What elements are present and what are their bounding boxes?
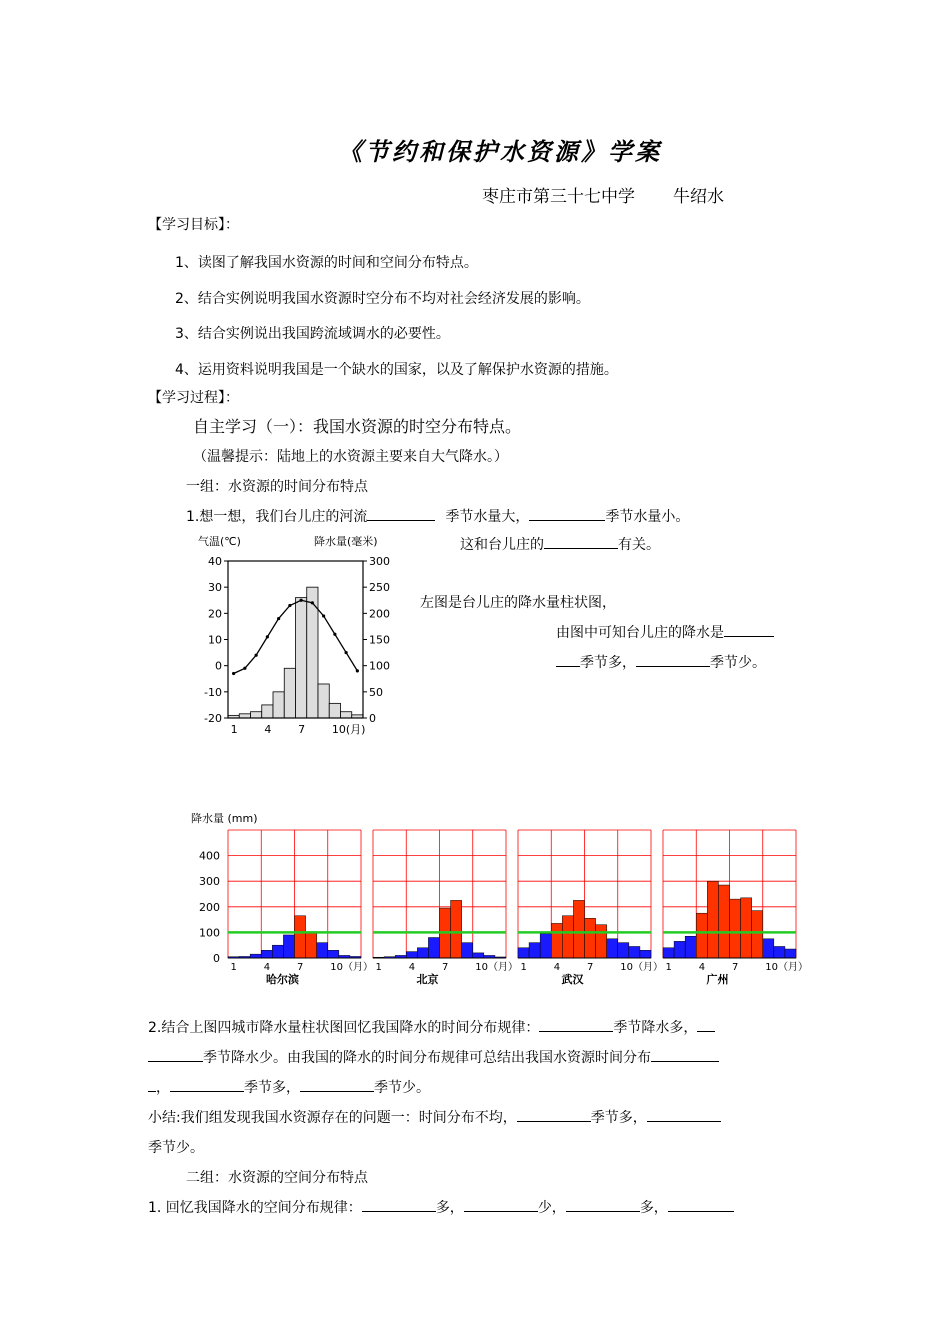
month-tick-label: 1 <box>230 723 238 736</box>
goal-item-1: 1、读图了解我国水资源的时间和空间分布特点。 <box>175 255 478 271</box>
city-precip-bar <box>585 918 596 958</box>
city-precip-bar <box>462 943 473 958</box>
city-precip-bar <box>540 934 551 958</box>
city-precip-bar <box>674 941 685 958</box>
city-precip-bar <box>317 943 328 958</box>
city-precip-bar <box>272 945 283 958</box>
temp-tick-label: 40 <box>208 555 222 568</box>
q2-text-c: 季节降水少。由我国的降水的时间分布规律可总结出我国水资源时间分布 <box>203 1050 651 1066</box>
city-precip-bar <box>473 953 484 958</box>
q2-text-b: 季节降水多， <box>613 1020 698 1036</box>
summary-text-b: 季节多， <box>590 1110 647 1126</box>
city-precip-bar <box>596 925 607 958</box>
city-precip-bar <box>685 936 696 958</box>
city-precip-bar <box>640 950 651 958</box>
goal-item-2: 2、结合实例说明我国水资源时空分布不均对社会经济发展的影响。 <box>175 291 590 307</box>
city-precip-bar <box>696 913 707 958</box>
answer-blank[interactable] <box>148 1047 203 1062</box>
goal-item-4: 4、运用资料说明我国是一个缺水的国家，以及了解保护水资源的措施。 <box>175 362 618 378</box>
q1-text-a: 1.想一想，我们台儿庄的河流 <box>186 509 368 525</box>
precip-bar <box>262 705 273 718</box>
temp-tick-label: 10 <box>208 633 222 647</box>
answer-blank[interactable] <box>697 1017 715 1032</box>
city-y-tick-label: 400 <box>199 849 220 863</box>
city-month-tick-label: 7 <box>587 962 594 973</box>
city-precip-bar <box>328 950 339 958</box>
answer-blank[interactable] <box>556 652 580 667</box>
city-precip-bar <box>250 954 261 958</box>
precip-tick-label: 200 <box>369 607 390 621</box>
s1-text-a: 1. 回忆我国降水的空间分布规律： <box>148 1200 362 1216</box>
precip-tick-label: 150 <box>369 633 390 647</box>
city-name-label: 北京 <box>416 973 439 986</box>
temperature-point <box>277 617 280 620</box>
q2-text-d: ， <box>156 1080 170 1096</box>
city-month-tick-label: 7 <box>732 962 739 973</box>
city-month-tick-label: 1 <box>230 962 237 973</box>
precip-axis-label: 降水量(毫米) <box>314 535 378 548</box>
precip-bar <box>284 668 295 718</box>
city-precip-chart <box>188 808 813 988</box>
city-month-tick-label: 10（月） <box>330 962 374 973</box>
precip-bar <box>251 712 262 718</box>
city-precip-bar <box>406 952 417 958</box>
infer-text-b: 季节多， <box>580 655 636 671</box>
summary-line-2: 季节少。 <box>148 1140 204 1156</box>
answer-blank[interactable] <box>566 1197 640 1212</box>
city-name-label: 广州 <box>706 973 729 986</box>
q2-text-e: 季节多， <box>244 1080 300 1096</box>
temp-tick-label: -10 <box>204 685 222 699</box>
city-precip-bar <box>663 948 674 958</box>
city-y-axis-label: 降水量 (mm) <box>191 812 258 825</box>
precip-tick-label: 50 <box>369 685 383 699</box>
question-1-line <box>186 506 689 526</box>
city-month-tick-label: 10（月） <box>475 962 519 973</box>
temp-tick-label: 0 <box>215 659 222 673</box>
temperature-point <box>288 604 291 607</box>
temperature-point <box>266 635 269 638</box>
answer-blank[interactable] <box>647 1107 721 1122</box>
city-precip-bar <box>417 948 428 958</box>
precip-bar <box>341 712 352 718</box>
city-y-tick-label: 300 <box>199 875 220 889</box>
city-precip-bar <box>730 899 741 958</box>
s1-text-c: 少， <box>537 1200 566 1216</box>
infer-line-2 <box>556 652 766 672</box>
goals-header: 【学习目标】： <box>148 217 239 233</box>
city-precip-bar <box>551 923 562 958</box>
city-month-tick-label: 10（月） <box>620 962 664 973</box>
city-month-tick-label: 4 <box>698 962 706 973</box>
temperature-point <box>311 601 314 604</box>
temperature-point <box>243 667 246 670</box>
precip-bar <box>318 684 329 718</box>
temp-axis-label: 气温(℃) <box>198 535 241 548</box>
temperature-point <box>356 669 359 672</box>
city-precip-bar <box>774 946 785 958</box>
answer-blank[interactable] <box>362 1197 436 1212</box>
q2-text-f: 季节少。 <box>374 1080 430 1096</box>
q1-text-c: 季节水量小。 <box>605 509 690 525</box>
city-precip-bar <box>718 885 729 958</box>
city-y-tick-label: 0 <box>213 952 220 965</box>
city-month-tick-label: 4 <box>263 962 271 973</box>
city-precip-bar <box>283 935 294 958</box>
city-precip-bar <box>707 881 718 958</box>
answer-blank[interactable] <box>539 1017 613 1032</box>
author-line <box>482 182 724 207</box>
temperature-point <box>345 651 348 654</box>
answer-blank[interactable] <box>544 534 618 549</box>
group1-heading: 一组：水资源的时间分布特点 <box>186 479 368 495</box>
climate-chart <box>190 535 400 740</box>
city-y-tick-label: 100 <box>199 926 220 940</box>
city-y-tick-label: 200 <box>199 900 220 914</box>
answer-blank[interactable] <box>367 506 435 521</box>
left-chart-desc: 左图是台儿庄的降水量柱状图， <box>420 595 616 611</box>
goal-item-3: 3、结合实例说出我国跨流域调水的必要性。 <box>175 326 450 342</box>
answer-blank[interactable] <box>170 1077 244 1092</box>
author-school: 枣庄市第三十七中学 <box>482 187 635 207</box>
precip-tick-label: 0 <box>369 712 376 725</box>
question-2-line-2 <box>148 1047 719 1067</box>
city-precip-bar <box>306 932 317 958</box>
group2-heading: 二组：水资源的空间分布特点 <box>186 1170 368 1186</box>
city-precip-bar <box>785 949 796 958</box>
answer-blank[interactable] <box>636 652 710 667</box>
precip-bar <box>273 692 284 718</box>
answer-blank[interactable] <box>651 1047 719 1062</box>
city-month-tick-label: 10（月） <box>765 962 809 973</box>
question-1-cont <box>460 534 660 554</box>
self-study-heading: 自主学习（一）：我国水资源的时空分布特点。 <box>193 417 522 436</box>
author-name: 牛绍水 <box>673 187 724 207</box>
precip-tick-label: 300 <box>369 555 390 568</box>
city-name-label: 武汉 <box>561 973 584 986</box>
city-precip-bar <box>518 948 529 958</box>
temp-tick-label: -20 <box>204 712 222 725</box>
q1-text-b: 季节水量大， <box>445 509 530 525</box>
temp-tick-label: 30 <box>208 581 222 595</box>
summary-line-1 <box>148 1107 721 1127</box>
city-precip-bar <box>562 916 573 958</box>
month-tick-label: 10(月) <box>331 723 366 736</box>
temperature-point <box>300 599 303 602</box>
precip-tick-label: 100 <box>369 659 390 673</box>
city-precip-bar <box>618 943 629 958</box>
answer-blank[interactable] <box>724 622 774 637</box>
city-precip-bar <box>529 943 540 958</box>
s1-text-d: 多， <box>639 1200 668 1216</box>
q1-text-d: 这和台儿庄的 <box>460 537 544 553</box>
city-precip-bar <box>428 938 439 958</box>
answer-blank[interactable] <box>668 1197 734 1212</box>
city-precip-bar <box>607 939 618 958</box>
summary-text-a: 小结:我们组发现我国水资源存在的问题一：时间分布不均， <box>148 1110 517 1126</box>
city-precip-bar <box>261 950 272 958</box>
month-tick-label: 7 <box>298 723 306 736</box>
question-2-line-1 <box>148 1017 715 1037</box>
s1-text-b: 多， <box>435 1200 464 1216</box>
page-title: 《节约和保护水资源》学案 <box>338 137 662 166</box>
city-month-tick-label: 4 <box>408 962 416 973</box>
infer-text-c: 季节少。 <box>710 655 766 671</box>
precip-bar <box>239 714 250 718</box>
city-precip-bar <box>573 900 584 958</box>
city-precip-bar <box>451 900 462 958</box>
city-month-tick-label: 1 <box>665 962 672 973</box>
city-precip-bar <box>295 916 306 958</box>
precip-bar <box>329 703 340 718</box>
city-precip-bar <box>763 939 774 958</box>
precip-bar <box>296 598 307 718</box>
city-month-tick-label: 4 <box>553 962 561 973</box>
city-name-label: 哈尔滨 <box>266 973 299 986</box>
temperature-point <box>322 614 325 617</box>
city-precip-bar <box>741 898 752 958</box>
spatial-question-line <box>148 1197 734 1217</box>
answer-blank[interactable] <box>300 1077 374 1092</box>
temp-tick-label: 20 <box>208 607 222 621</box>
infer-text-a: 由图中可知台儿庄的降水是 <box>556 625 724 641</box>
city-month-tick-label: 1 <box>375 962 382 973</box>
month-tick-label: 4 <box>264 723 272 736</box>
city-month-tick-label: 7 <box>442 962 449 973</box>
answer-blank[interactable] <box>148 1077 156 1092</box>
answer-blank[interactable] <box>517 1107 591 1122</box>
city-month-tick-label: 1 <box>520 962 527 973</box>
city-precip-bar <box>752 911 763 958</box>
answer-blank[interactable] <box>464 1197 538 1212</box>
tip-text: （温馨提示：陆地上的水资源主要来自大气降水。） <box>193 449 508 465</box>
answer-blank[interactable] <box>529 506 605 521</box>
city-precip-bar <box>629 946 640 958</box>
process-header: 【学习过程】： <box>148 390 239 406</box>
infer-line-1 <box>556 622 774 642</box>
q1-text-e: 有关。 <box>618 537 660 553</box>
question-2-line-3 <box>148 1077 430 1097</box>
city-month-tick-label: 7 <box>297 962 304 973</box>
q2-text-a: 2.结合上图四城市降水量柱状图回忆我国降水的时间分布规律： <box>148 1020 540 1036</box>
temperature-point <box>333 633 336 636</box>
precip-tick-label: 250 <box>369 581 390 595</box>
temperature-point <box>232 672 235 675</box>
temperature-point <box>255 654 258 657</box>
